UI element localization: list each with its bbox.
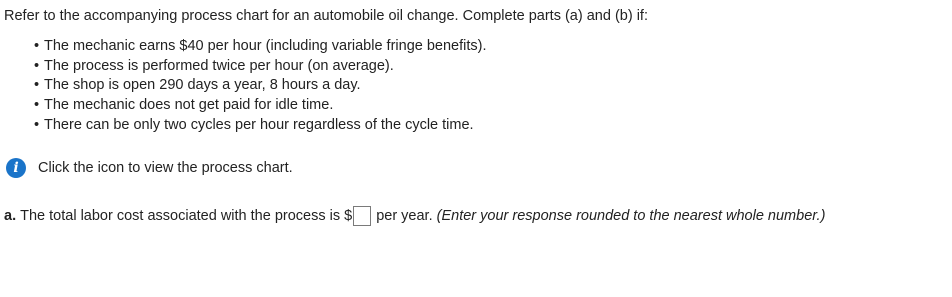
list-item bbox=[34, 76, 487, 96]
condition-text: The shop is open 290 days a year, 8 hours a day. bbox=[44, 77, 361, 94]
condition-text: The mechanic does not get paid for idle time. bbox=[44, 97, 334, 114]
instruction: (Enter your response rounded to the nearest whole number.) bbox=[436, 208, 826, 224]
bullet-dot: • bbox=[34, 116, 40, 133]
list-item bbox=[34, 37, 487, 57]
info-text: Click the icon to view the process chart. bbox=[38, 160, 293, 176]
question-part-a bbox=[4, 205, 825, 227]
process-chart-link-row bbox=[6, 158, 293, 178]
question-text bbox=[16, 208, 352, 224]
condition-text: The mechanic earns $40 per hour (including variable fringe benefits). bbox=[44, 38, 487, 54]
list-item bbox=[34, 116, 487, 136]
instruction-text bbox=[433, 208, 826, 224]
problem-intro: Refer to the accompanying process chart for an automobile oil change. Complete parts (a) and (b) if: bbox=[4, 8, 648, 24]
bullet-dot: • bbox=[34, 38, 40, 54]
info-icon[interactable]: i bbox=[6, 158, 26, 178]
question-prefix: The total labor cost associated with the process is $ bbox=[20, 208, 353, 224]
conditions-list bbox=[34, 37, 487, 135]
bullet-dot: • bbox=[34, 57, 40, 74]
condition-text: The process is performed twice per hour (on average). bbox=[44, 57, 394, 74]
answer-input[interactable] bbox=[353, 206, 371, 226]
bullet-dot: • bbox=[34, 77, 40, 94]
list-item bbox=[34, 96, 487, 116]
part-label: a. bbox=[4, 208, 17, 224]
list-item bbox=[34, 57, 487, 77]
question-suffix: per year. bbox=[376, 208, 433, 224]
bullet-dot: • bbox=[34, 97, 40, 114]
condition-text: There can be only two cycles per hour regardless of the cycle time. bbox=[44, 116, 474, 133]
